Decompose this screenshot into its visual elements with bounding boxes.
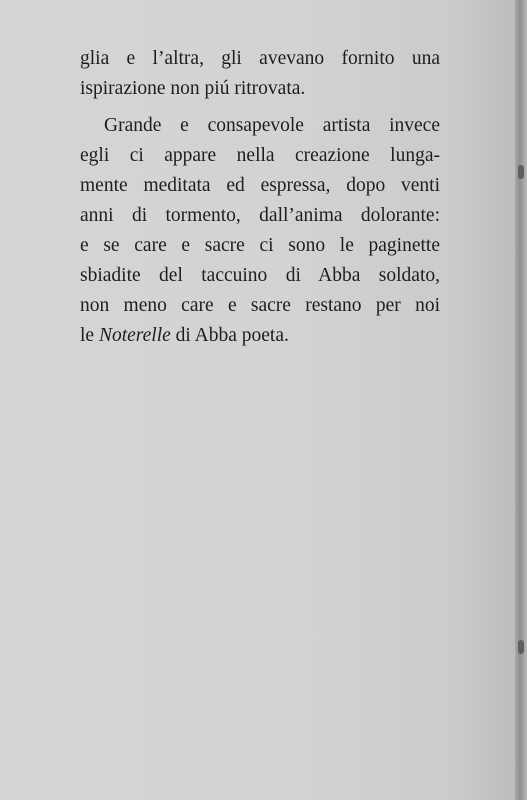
text-prefix: le — [80, 325, 99, 346]
paragraph-1 — [80, 44, 440, 104]
text-line: egli ci appare nella creazione lunga- — [80, 145, 440, 166]
text-line: sbiadite del taccuino di Abba soldato, — [80, 265, 440, 286]
text-suffix: di Abba poeta. — [170, 325, 289, 346]
paragraph-2 — [80, 111, 440, 351]
book-title-italic: Noterelle — [98, 325, 171, 346]
binding-thread — [518, 165, 524, 179]
paragraph-gap — [80, 104, 440, 111]
text-line: Grande e consapevole artista invece — [104, 115, 440, 136]
body-text — [80, 44, 440, 351]
binding-thread — [518, 640, 524, 654]
book-binding — [515, 0, 527, 800]
text-line: mente meditata ed espressa, dopo venti — [80, 175, 440, 196]
text-line: ispirazione non piú ritrovata. — [80, 78, 306, 99]
text-line: non meno care e sacre restano per noi — [80, 295, 440, 316]
text-line-final — [80, 321, 440, 351]
text-line: e se care e sacre ci sono le paginette — [80, 235, 440, 256]
text-line: glia e l’altra, gli avevano fornito una — [80, 48, 440, 69]
text-line: anni di tormento, dall’anima dolorante: — [80, 205, 440, 226]
